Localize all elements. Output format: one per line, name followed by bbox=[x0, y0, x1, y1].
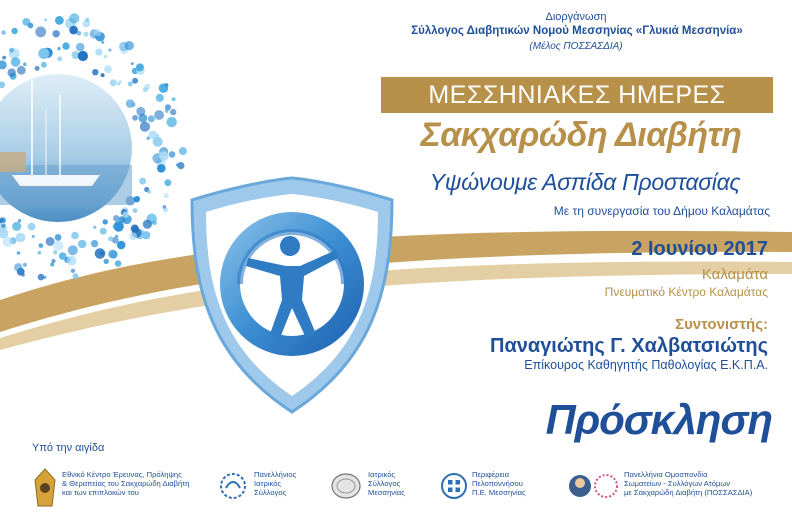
decor-dot bbox=[2, 56, 6, 60]
decor-dot bbox=[108, 250, 117, 259]
decor-dot bbox=[156, 94, 164, 102]
decor-dot bbox=[28, 223, 36, 231]
decor-dot bbox=[95, 248, 106, 259]
decor-dot bbox=[9, 48, 14, 53]
decor-dot bbox=[104, 55, 108, 59]
decor-dot bbox=[140, 122, 150, 132]
decor-dot bbox=[125, 41, 134, 50]
decor-dot bbox=[44, 18, 47, 21]
decor-dot bbox=[165, 109, 169, 113]
decor-dot bbox=[23, 263, 27, 267]
decor-dot bbox=[57, 47, 60, 50]
decor-dot bbox=[169, 151, 176, 158]
decor-dot bbox=[115, 260, 122, 267]
decor-dot bbox=[0, 60, 7, 69]
event-subtitle: Υψώνουμε Ασπίδα Προστασίας bbox=[429, 169, 741, 195]
event-date: 2 Ιουνίου 2017 bbox=[631, 238, 768, 260]
decor-dot bbox=[92, 69, 98, 75]
decor-dot bbox=[123, 212, 129, 218]
decor-dot bbox=[167, 117, 177, 127]
coordinator-label: Συντονιστής: bbox=[675, 316, 768, 333]
decor-dot bbox=[32, 235, 35, 238]
decor-dot bbox=[12, 222, 21, 231]
decor-dot bbox=[35, 66, 40, 71]
decor-dot bbox=[132, 115, 138, 121]
decor-dot bbox=[129, 232, 137, 240]
decor-dot bbox=[71, 232, 79, 240]
coordinator-name: Παναγιώτης Γ. Χαλβατσιώτης bbox=[490, 335, 768, 357]
decor-dot bbox=[131, 225, 139, 233]
decor-dot bbox=[100, 228, 107, 235]
decor-dot bbox=[11, 57, 20, 66]
decor-dot bbox=[94, 29, 101, 36]
decor-dot bbox=[110, 79, 117, 86]
decor-dot bbox=[133, 208, 138, 213]
globe-icon bbox=[218, 468, 248, 508]
decor-dot bbox=[128, 81, 133, 86]
decor-dot bbox=[3, 237, 13, 247]
portrait-icon bbox=[568, 468, 620, 508]
logo-text: Πανελλήνιος Ιατρικός Σύλλογος bbox=[254, 470, 297, 497]
organizer-name: Σύλλογος Διαβητικών Νομού Μεσσηνίας «Γλυκιά Μεσσηνία» bbox=[411, 25, 743, 37]
decor-dot bbox=[55, 16, 64, 25]
decor-dot bbox=[67, 256, 77, 266]
decor-dot bbox=[143, 87, 148, 92]
decor-dot bbox=[38, 251, 42, 255]
decor-dot bbox=[78, 240, 87, 249]
decor-dot bbox=[101, 73, 105, 77]
logo-panhellenic-medical bbox=[218, 466, 318, 512]
harbor-photo bbox=[0, 74, 132, 222]
decor-dot bbox=[117, 241, 126, 250]
decor-dot bbox=[95, 49, 102, 56]
decor-dot bbox=[118, 80, 122, 84]
decor-dot bbox=[57, 56, 62, 61]
decor-dot bbox=[142, 231, 150, 239]
decor-dot bbox=[35, 27, 46, 38]
decor-dot bbox=[69, 13, 79, 23]
decor-dot bbox=[23, 62, 27, 66]
emblem-icon bbox=[440, 468, 468, 508]
decor-dot bbox=[154, 110, 164, 120]
invitation-heading: Πρόσκληση bbox=[545, 396, 772, 443]
logo-peloponnese-region bbox=[440, 466, 550, 512]
decor-dot bbox=[16, 233, 26, 243]
decor-dot bbox=[85, 18, 89, 22]
decor-dot bbox=[38, 48, 49, 59]
decor-dot bbox=[51, 259, 55, 263]
decor-dot bbox=[157, 164, 166, 173]
collaboration-note: Με τη συνεργασία του Δήμου Καλαμάτας bbox=[553, 204, 770, 218]
decor-dot bbox=[62, 42, 69, 49]
decor-dot bbox=[17, 66, 26, 75]
event-banner-text: ΜΕΣΣΗΝΙΑΚΕΣ ΗΜΕΡΕΣ bbox=[428, 81, 726, 109]
crest-icon bbox=[34, 468, 56, 508]
decor-dot bbox=[38, 274, 45, 281]
decor-dot bbox=[101, 41, 104, 44]
decor-dot bbox=[152, 220, 157, 225]
decor-dot bbox=[83, 32, 88, 37]
decor-dot bbox=[163, 205, 167, 209]
decor-dot bbox=[39, 243, 44, 248]
organizer-membership: (Μέλος ΠΟΣΣΑΣΔΙΑ) bbox=[529, 41, 623, 52]
decor-dot bbox=[1, 30, 5, 34]
decor-dot bbox=[147, 190, 151, 194]
decor-dot bbox=[104, 259, 109, 264]
decor-dot bbox=[136, 63, 144, 71]
decor-dot bbox=[73, 273, 79, 279]
logo-national-center bbox=[34, 466, 214, 512]
decor-dot bbox=[22, 274, 25, 277]
decor-dot bbox=[59, 252, 67, 260]
logo-text: Πανελλήνια Ομοσπονδία Σωματείων - Συλλόγων Ατόμων με Σακχαρώδη Διαβήτη (ΠΟΣΣΑΣΔΙΑ) bbox=[624, 470, 753, 497]
seal-icon bbox=[330, 468, 362, 508]
decor-dot bbox=[91, 240, 98, 247]
logo-possasdia bbox=[568, 466, 768, 512]
decor-dot bbox=[179, 147, 187, 155]
decor-dot bbox=[159, 151, 169, 161]
decor-dot bbox=[136, 107, 145, 116]
event-city: Καλαμάτα bbox=[701, 266, 768, 283]
decor-dot bbox=[143, 220, 152, 229]
decor-dot bbox=[164, 179, 171, 186]
decor-dot bbox=[76, 43, 85, 52]
decor-dot bbox=[104, 65, 112, 73]
decor-dot bbox=[148, 130, 157, 139]
decor-dot bbox=[93, 226, 96, 229]
logo-text: Ιατρικός Σύλλογος Μεσσηνίας bbox=[368, 470, 405, 497]
decor-dot bbox=[113, 215, 120, 222]
decor-dot bbox=[115, 235, 118, 238]
decor-dot bbox=[108, 48, 111, 51]
decor-dot bbox=[78, 51, 88, 61]
decor-dot bbox=[18, 219, 21, 222]
decor-dot bbox=[148, 115, 155, 122]
decor-dot bbox=[0, 82, 5, 89]
decor-dot bbox=[8, 68, 16, 76]
decor-dot bbox=[71, 269, 75, 273]
coordinator-role: Επίκουρος Καθηγητής Παθολογίας Ε.Κ.Π.Α. bbox=[524, 358, 768, 372]
decor-dot bbox=[53, 30, 60, 37]
organizer-label: Διοργάνωση bbox=[545, 11, 607, 23]
decor-dot bbox=[55, 234, 62, 241]
event-title: Σακχαρώδη Διαβήτη bbox=[420, 116, 742, 154]
decor-dot bbox=[165, 83, 169, 87]
decor-dot bbox=[108, 236, 113, 241]
decor-dot bbox=[131, 62, 134, 65]
event-banner bbox=[381, 77, 773, 113]
decor-dot bbox=[126, 99, 135, 108]
logo-text: Εθνικό Κέντρο Έρευνας, Πρόληψης & Θεραπείας του Σακχαρώδη Διαβήτη και των επιπλοκών του bbox=[62, 470, 190, 497]
decor-dot bbox=[17, 251, 21, 255]
shield-emblem bbox=[192, 178, 392, 412]
decor-dot bbox=[53, 240, 63, 250]
decor-dot bbox=[139, 178, 146, 185]
decor-dot bbox=[68, 245, 78, 255]
decor-dot bbox=[170, 109, 176, 115]
decor-dot bbox=[156, 134, 159, 137]
decor-dot bbox=[14, 263, 22, 271]
decor-dot bbox=[113, 225, 117, 229]
event-venue: Πνευματικό Κέντρο Καλαμάτας bbox=[604, 285, 768, 299]
decor-dot bbox=[132, 78, 138, 84]
decor-dot bbox=[69, 26, 78, 35]
logo-messinia-medical bbox=[330, 466, 430, 512]
decor-dot bbox=[28, 23, 34, 29]
decor-dot bbox=[11, 28, 17, 34]
decor-dot bbox=[172, 97, 176, 101]
decor-dot bbox=[41, 62, 47, 68]
decor-dot bbox=[103, 219, 108, 224]
logo-text: Περιφέρεια Πελοποννήσου Π.Ε. Μεσσηνίας bbox=[472, 470, 526, 497]
decor-dot bbox=[176, 163, 179, 166]
decor-dot bbox=[164, 193, 169, 198]
decor-dot bbox=[53, 250, 57, 254]
decor-dot bbox=[50, 263, 54, 267]
aegis-label: Υπό την αιγίδα bbox=[32, 442, 105, 454]
decor-dot bbox=[1, 224, 5, 228]
